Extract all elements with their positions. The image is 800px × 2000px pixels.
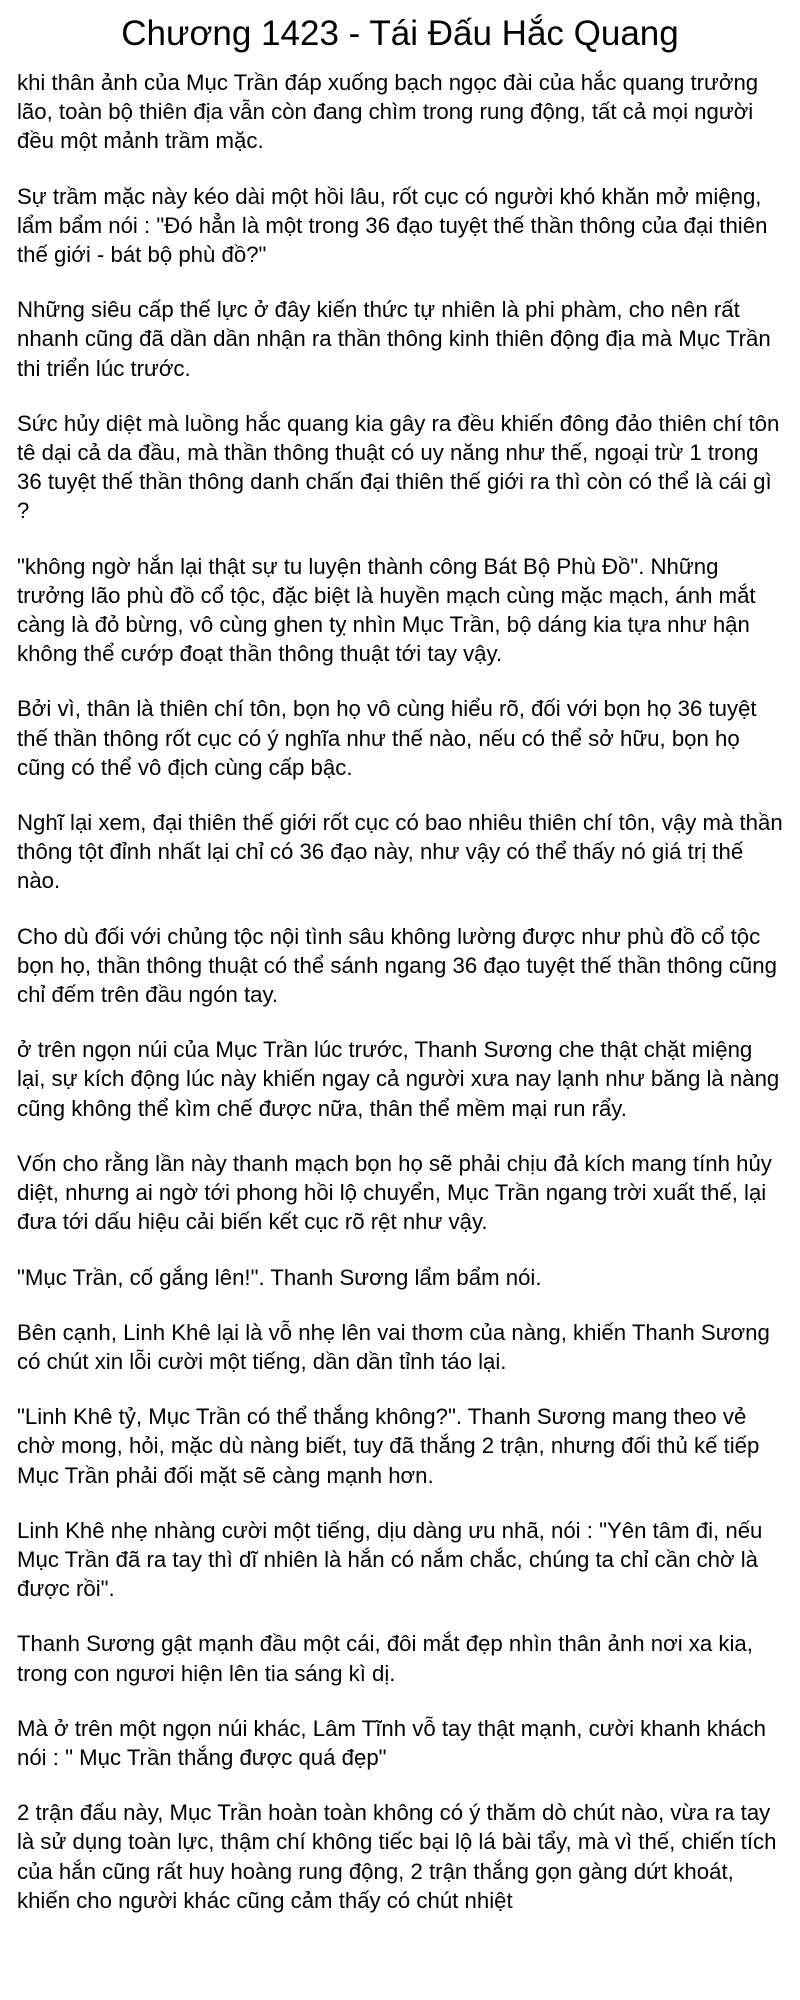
- paragraph: Nghĩ lại xem, đại thiên thế giới rốt cục có bao nhiêu thiên chí tôn, vậy mà thần thông tột đỉnh nhất lại chỉ có 36 đạo này, như vậy có thể thấy nó giá trị thế nào.: [17, 810, 783, 894]
- paragraph: 2 trận đấu này, Mục Trần hoàn toàn không có ý thăm dò chút nào, vừa ra tay là sử dụng toàn lực, thậm chí không tiếc bại lộ lá bài tẩy, mà vì thế, chiến tích của hắn cũng rất huy hoàng rung động, 2 trận thắng gọn gàng dứt khoát, khiến cho người khác cũng cảm thấy có chút nhiệt: [17, 1800, 777, 1913]
- paragraph: Bên cạnh, Linh Khê lại là vỗ nhẹ lên vai thơm của nàng, khiến Thanh Sương có chút xin lỗi cười một tiếng, dần dần tỉnh táo lại.: [17, 1319, 770, 1374]
- paragraph: Sự trầm mặc này kéo dài một hồi lâu, rốt cục có người khó khăn mở miệng, lẩm bẩm nói : "Đó hẳn là một trong 36 đạo tuyệt thế thần thông của đại thiên thế giới - bát bộ phù đồ?": [17, 183, 768, 268]
- paragraph: Mà ở trên một ngọn núi khác, Lâm Tĩnh vỗ tay thật mạnh, cười khanh khách nói : " Mục Trần thắng được quá đẹp": [17, 1715, 767, 1770]
- chapter-content: [17, 68, 783, 1915]
- paragraph: Sức hủy diệt mà luồng hắc quang kia gây ra đều khiến đông đảo thiên chí tôn tê dại cả da đầu, mà thần thông thuật có uy năng như thế, ngoại trừ 1 trong 36 tuyệt thế thần thông danh chấn đại thiên thế giới ra thì còn có thể là cái gì ?: [17, 410, 780, 524]
- paragraph: khi thân ảnh của Mục Trần đáp xuống bạch ngọc đài của hắc quang trưởng lão, toàn bộ thiên địa vẫn còn đang chìm trong rung động, tất cả mọi người đều một mảnh trầm mặc.: [17, 70, 759, 154]
- paragraph: Bởi vì, thân là thiên chí tôn, bọn họ vô cùng hiểu rõ, đối với bọn họ 36 tuyệt thế thần thông rốt cục có ý nghĩa như thế nào, nếu có thể sở hữu, bọn họ cũng có thể vô địch cùng cấp bậc.: [17, 696, 757, 780]
- paragraph: Linh Khê nhẹ nhàng cười một tiếng, dịu dàng ưu nhã, nói : "Yên tâm đi, nếu Mục Trần đã ra tay thì dĩ nhiên là hắn có nắm chắc, chúng ta chỉ cần chờ là được rồi".: [17, 1517, 763, 1602]
- chapter-title: Chương 1423 - Tái Đấu Hắc Quang: [121, 14, 679, 53]
- paragraph: "Linh Khê tỷ, Mục Trần có thể thắng không?". Thanh Sương mang theo vẻ chờ mong, hỏi, mặc dù nàng biết, tuy đã thắng 2 trận, nhưng đối thủ kế tiếp Mục Trần phải đối mặt sẽ càng mạnh hơn.: [17, 1404, 760, 1488]
- paragraph: Những siêu cấp thế lực ở đây kiến thức tự nhiên là phi phàm, cho nên rất nhanh cũng đã dần dần nhận ra thần thông kinh thiên động địa mà Mục Trần thi triển lúc trước.: [17, 297, 771, 381]
- paragraph: ở trên ngọn núi của Mục Trần lúc trước, Thanh Sương che thật chặt miệng lại, sự kích động lúc này khiến ngay cả người xưa nay lạnh như băng là nàng cũng không thể kìm chế được nữa, thân thể mềm mại run rẩy.: [17, 1037, 780, 1121]
- paragraph: "Mục Trần, cố gắng lên!". Thanh Sương lẩm bẩm nói.: [17, 1264, 542, 1290]
- paragraph: "không ngờ hắn lại thật sự tu luyện thành công Bát Bộ Phù Đồ". Những trưởng lão phù đồ cổ tộc, đặc biệt là huyền mạch cùng mặc mạch, ánh mắt càng là đỏ bừng, vô cùng ghen tỵ nhìn Mục Trần, bộ dáng kia tựa như hận không thể cướp đoạt thần thông thuật tới tay vậy.: [17, 553, 756, 667]
- paragraph: Cho dù đối với chủng tộc nội tình sâu không lường được như phù đồ cổ tộc bọn họ, thần thông thuật có thể sánh ngang 36 đạo tuyệt thế thần thông cũng chỉ đếm trên đầu ngón tay.: [17, 923, 777, 1008]
- paragraph: Thanh Sương gật mạnh đầu một cái, đôi mắt đẹp nhìn thân ảnh nơi xa kia, trong con ngươi hiện lên tia sáng kì dị.: [17, 1631, 753, 1686]
- paragraph: Vốn cho rằng lần này thanh mạch bọn họ sẽ phải chịu đả kích mang tính hủy diệt, nhưng ai ngờ tới phong hồi lộ chuyển, Mục Trần ngang trời xuất thế, lại đưa tới dấu hiệu cải biến kết cục rõ rệt như vậy.: [17, 1150, 772, 1235]
